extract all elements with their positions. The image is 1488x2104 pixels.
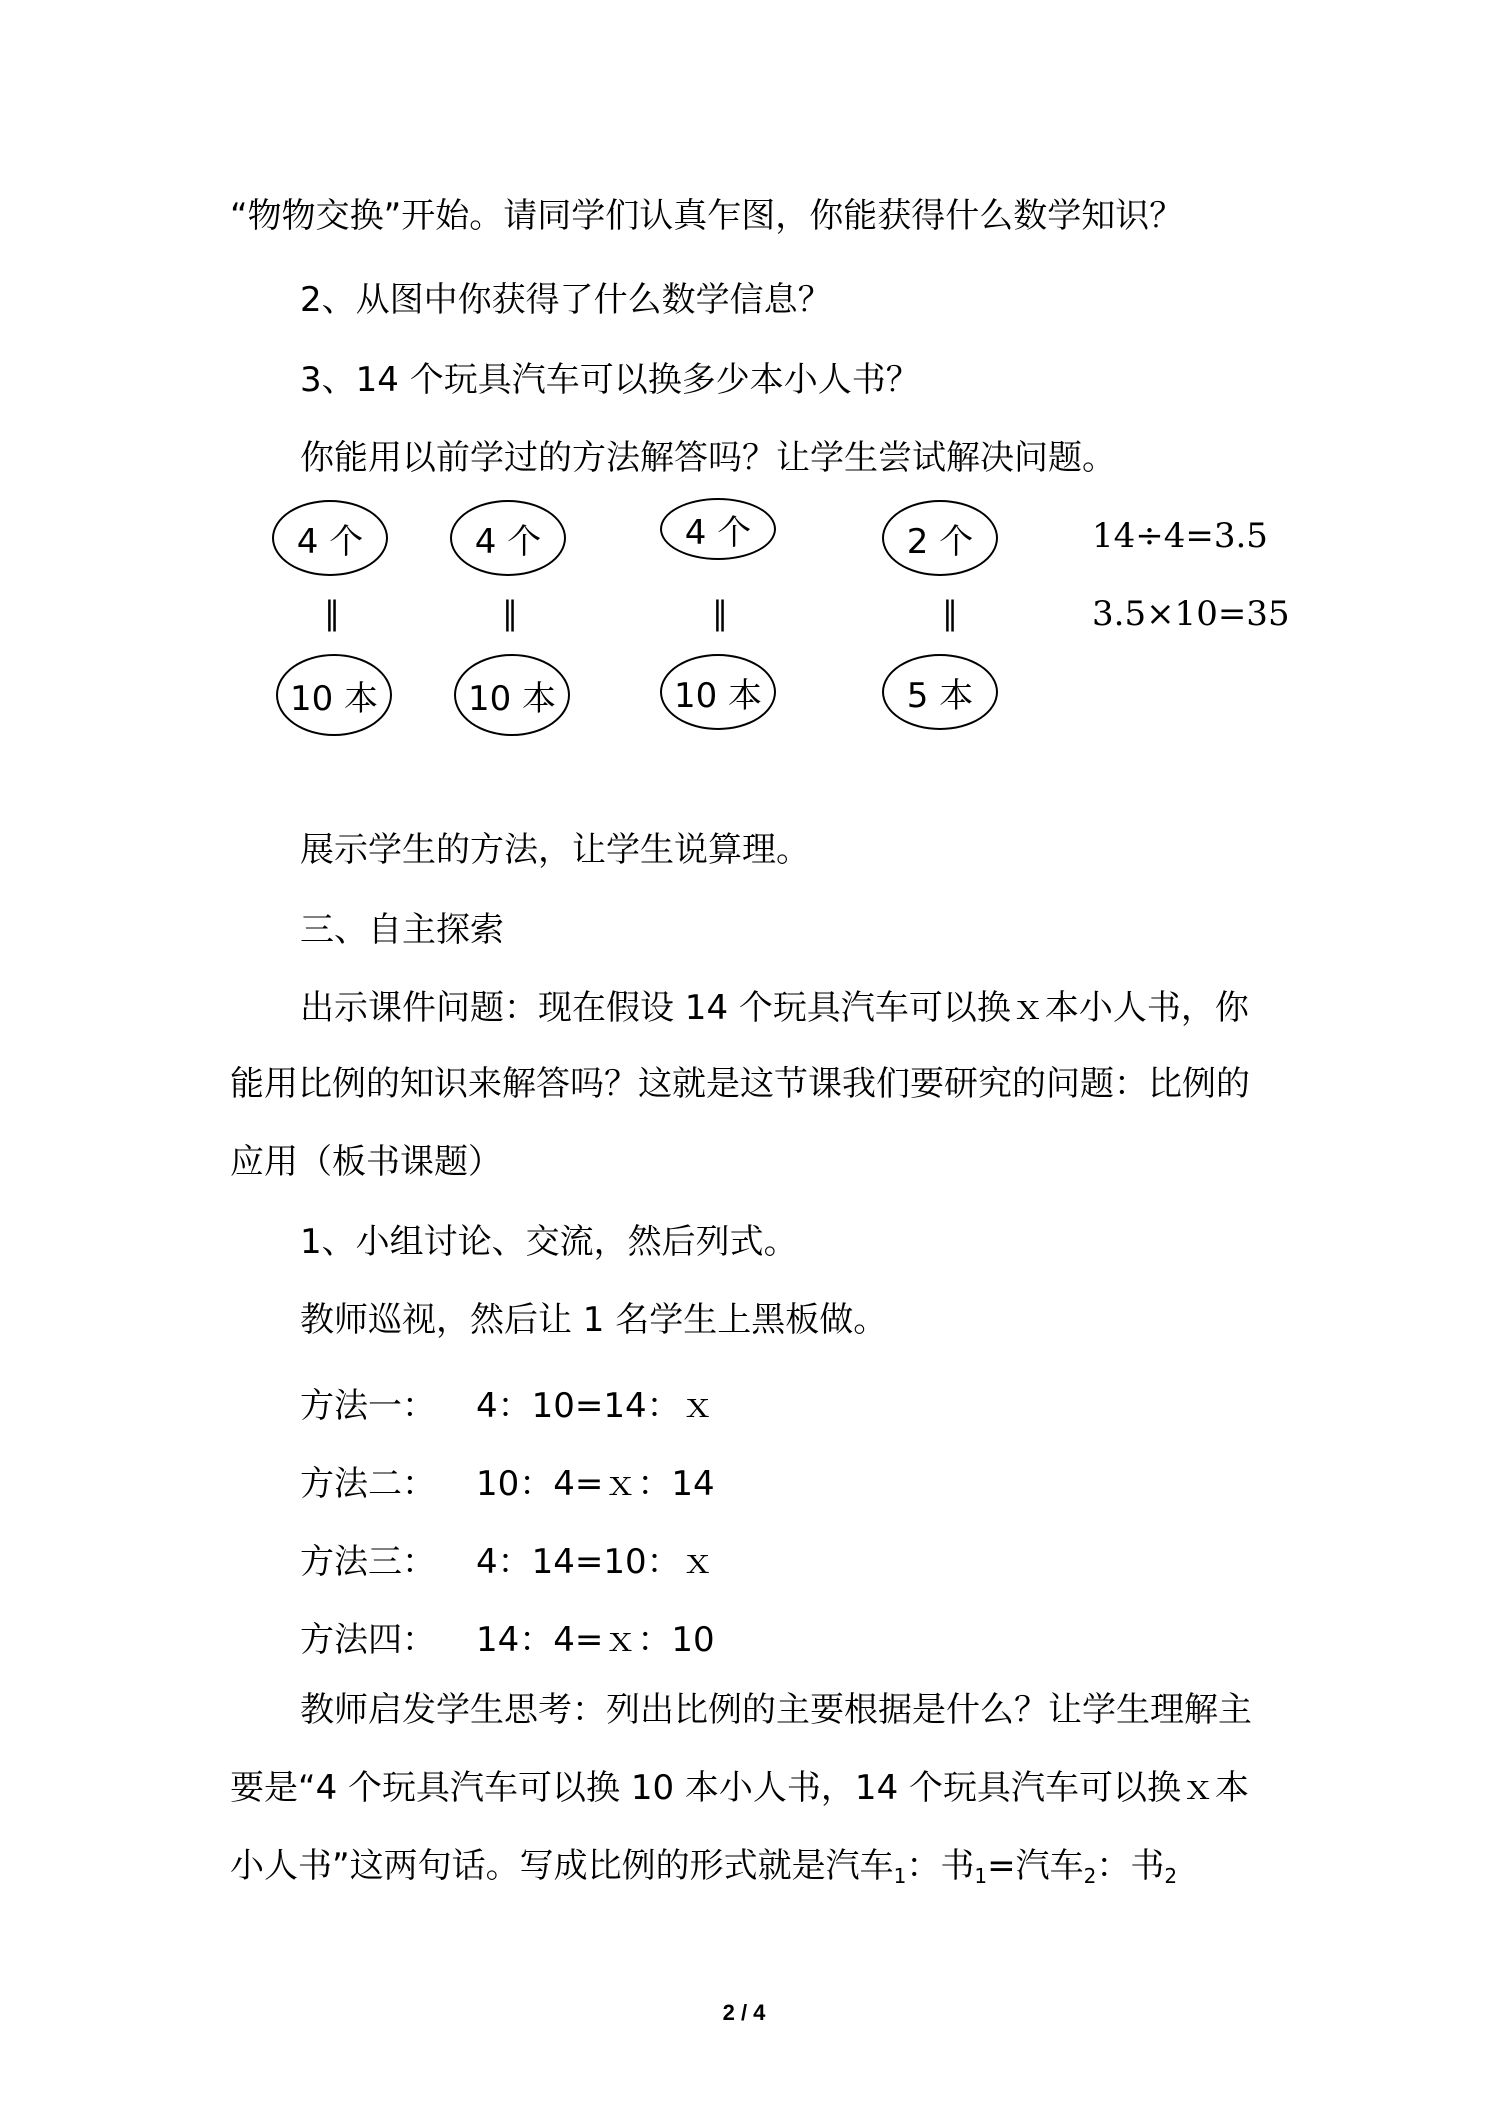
step-1: 1、小组讨论、交流，然后列式。: [300, 1222, 798, 1262]
reasoning-text-a: 小人书”这两句话。写成比例的形式就是汽车: [230, 1846, 894, 1886]
calculation-multiplication: 3.5×10=35: [1092, 594, 1290, 634]
ellipse-top-3: [660, 498, 776, 560]
subscript-1b: 1: [974, 1864, 988, 1888]
ellipse-bottom-4: [882, 654, 998, 730]
ellipse-bottom-3: [660, 654, 776, 730]
subscript-2b: 2: [1164, 1864, 1178, 1888]
paragraph-reasoning-line-3: [230, 1846, 1177, 1896]
reasoning-text-c: =汽车: [987, 1846, 1084, 1886]
ellipse-bottom-2: [454, 654, 570, 736]
method-4-expression: 14：4=ｘ：10: [476, 1620, 715, 1660]
ellipse-top-3-label: 4 个: [684, 512, 752, 553]
method-3-expression: 4：14=10：ｘ: [476, 1542, 715, 1582]
paragraph-reasoning-line-2: 要是“4 个玩具汽车可以换 10 本小人书，14 个玩具汽车可以换ｘ本: [230, 1768, 1250, 1808]
ellipse-bottom-1-label: 10 本: [289, 678, 379, 719]
ellipse-top-2-label: 4 个: [474, 521, 542, 562]
ellipse-top-4-label: 2 个: [906, 521, 974, 562]
equals-mark-4: ‖: [942, 594, 958, 632]
section-heading: 三、自主探索: [300, 910, 504, 950]
paragraph-problem-line-1: 出示课件问题：现在假设 14 个玩具汽车可以换ｘ本小人书，你: [300, 988, 1249, 1028]
method-3-label: 方法三：: [300, 1542, 436, 1582]
method-1-expression: 4：10=14：ｘ: [476, 1386, 715, 1426]
reasoning-text-b: ：书: [906, 1846, 975, 1886]
subscript-2a: 2: [1083, 1864, 1097, 1888]
paragraph-problem-line-2: 能用比例的知识来解答吗？这就是这节课我们要研究的问题：比例的: [230, 1064, 1250, 1104]
question-3: 3、14 个玩具汽车可以换多少本小人书？: [300, 360, 920, 400]
paragraph-reasoning-line-1: 教师启发学生思考：列出比例的主要根据是什么？让学生理解主: [300, 1690, 1252, 1730]
calculation-division: 14÷4=3.5: [1092, 516, 1268, 556]
ellipse-top-4: [882, 500, 998, 576]
ellipse-top-1-label: 4 个: [296, 521, 364, 562]
method-2-label: 方法二：: [300, 1464, 436, 1504]
method-2-expression: 10：4=ｘ：14: [476, 1464, 715, 1504]
ellipse-bottom-2-label: 10 本: [467, 678, 557, 719]
equals-mark-1: ‖: [324, 594, 340, 632]
reasoning-text-d: ：书: [1096, 1846, 1165, 1886]
ellipse-bottom-4-label: 5 本: [906, 675, 974, 716]
ellipse-top-2: [450, 500, 566, 576]
ellipse-bottom-1: [276, 654, 392, 736]
paragraph-teacher-patrol: 教师巡视，然后让 1 名学生上黑板做。: [300, 1300, 888, 1340]
ellipse-top-1: [272, 500, 388, 576]
paragraph-prompt: 你能用以前学过的方法解答吗？让学生尝试解决问题。: [300, 438, 1116, 478]
question-2: 2、从图中你获得了什么数学信息？: [300, 280, 832, 320]
paragraph-show-methods: 展示学生的方法，让学生说算理。: [300, 830, 810, 870]
paragraph-problem-line-3: 应用（板书课题）: [230, 1142, 502, 1182]
ellipse-bottom-3-label: 10 本: [673, 675, 763, 716]
method-1-label: 方法一：: [300, 1386, 436, 1426]
equals-mark-2: ‖: [502, 594, 518, 632]
subscript-1a: 1: [893, 1864, 907, 1888]
method-4-label: 方法四：: [300, 1620, 436, 1660]
page-number: 2 / 4: [722, 2000, 766, 2025]
paragraph-intro: “物物交换”开始。请同学们认真乍图，你能获得什么数学知识？: [230, 196, 1184, 236]
equals-mark-3: ‖: [712, 594, 728, 632]
